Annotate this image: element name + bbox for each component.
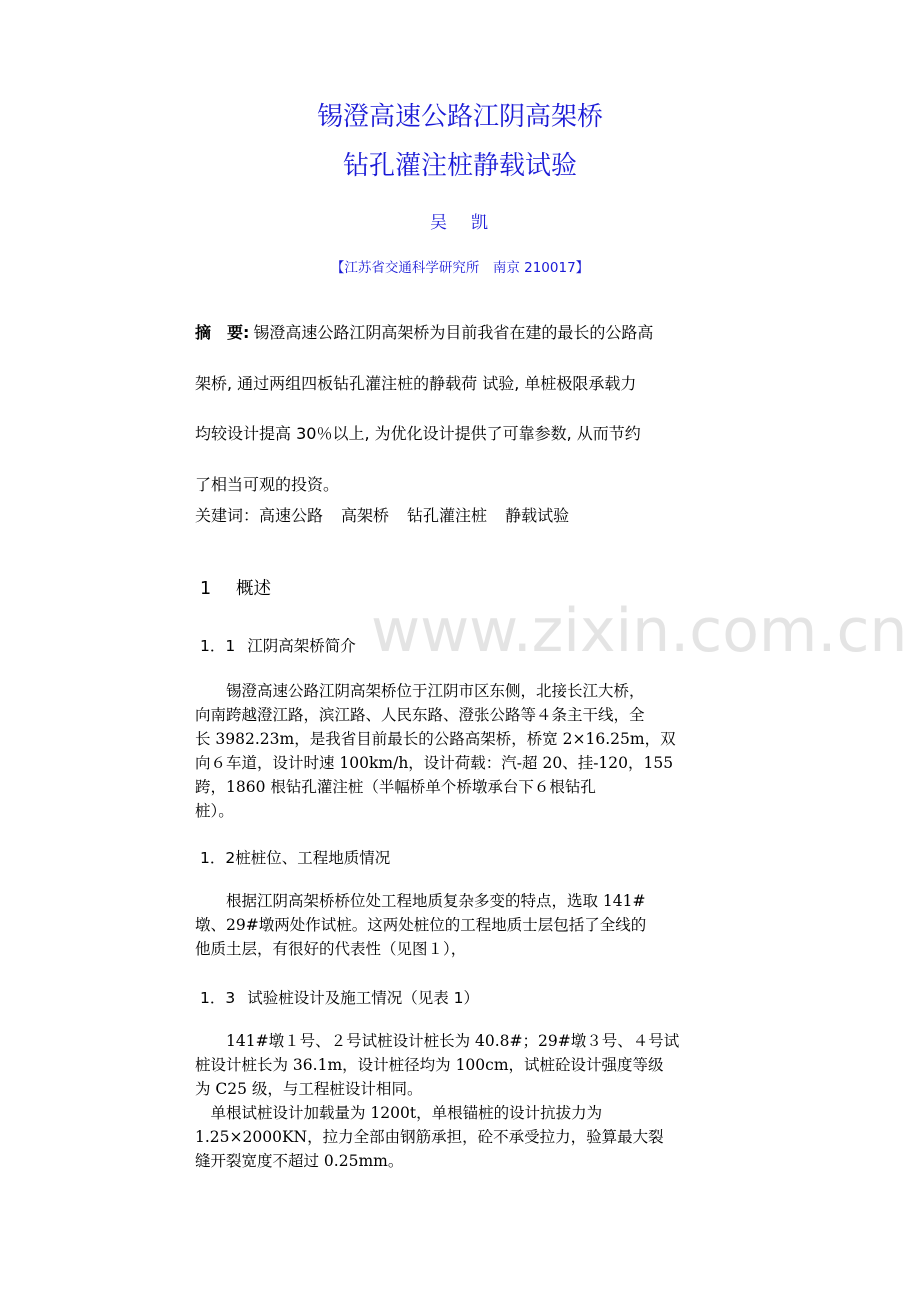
section-number: 1．2 xyxy=(200,849,236,867)
paragraph-line: 锡澄高速公路江阴高架桥位于江阴市区东侧，北接长江大桥， xyxy=(226,682,645,700)
paragraph-line: 缝开裂宽度不超过 0.25mm。 xyxy=(195,1152,404,1170)
paragraph-line: 向南跨越澄江路，滨江路、人民东路、澄张公路等４条主干线，全 xyxy=(195,706,645,724)
keyword: 钻孔灌注桩 xyxy=(407,506,488,525)
title-line-2: 钻孔灌注桩静载试验 xyxy=(342,151,577,181)
paragraph-line: 桩设计桩长为 36.1m，设计桩径均为 100cm，试桩砼设计强度等级 xyxy=(195,1056,664,1074)
paragraph-line: 141#墩１号、２号试桩设计桩长为 40.8#；29#墩３号、４号试 xyxy=(226,1032,680,1050)
section-number: 1．1 xyxy=(200,637,236,655)
paragraph-line: 墩、29#墩两处作试桩。这两处桩位的工程地质士层包括了全线的 xyxy=(195,916,647,934)
paragraph-1-1 xyxy=(195,679,730,823)
abstract-line: 锡澄高速公路江阴高架桥为目前我省在建的最长的公路高 xyxy=(253,323,654,342)
watermark: www.zixin.com.cn xyxy=(371,596,908,666)
section-heading-1-2 xyxy=(200,846,390,868)
paragraph-line: 他质土层，有很好的代表性（见图１）， xyxy=(195,940,467,958)
paragraph-line: 1.25×2000KN，拉力全部由钢筋承担，砼不承受拉力，验算最大裂 xyxy=(195,1128,664,1146)
section-number: 1 xyxy=(200,579,212,599)
paragraph-line: 跨，1860 根钻孔灌注桩（半幅桥单个桥墩承台下６根钻孔 xyxy=(195,778,596,796)
paragraph-line: 向６车道，设计时速 100km/h，设计荷载：汽-超 20、挂-120，155 xyxy=(195,754,674,772)
paragraph-line: 桩）。 xyxy=(195,802,234,820)
paragraph-1-3a xyxy=(195,1029,730,1101)
section-heading-1-3 xyxy=(200,986,479,1008)
keyword: 高速公路 xyxy=(259,506,324,525)
section-number: 1．3 xyxy=(200,989,236,1007)
paragraph-1-3b xyxy=(195,1101,730,1173)
keywords-label: 关建词： xyxy=(195,506,260,525)
paragraph-1-2 xyxy=(195,889,730,961)
paragraph-line: 为 C25 级，与工程桩设计相同。 xyxy=(195,1080,423,1098)
abstract-line: 架桥, 通过两组四板钻孔灌注桩的静载荷 试验, 单桩极限承载力 xyxy=(195,373,637,393)
author-given: 吴 xyxy=(430,213,449,233)
section-heading-1 xyxy=(200,575,271,600)
abstract-line: 了相当可观的投资。 xyxy=(195,474,340,494)
paragraph-line: 根据江阴高架桥桥位处工程地质复杂多变的特点，选取 141# xyxy=(226,892,646,910)
paragraph-line: 长 3982.23m，是我省目前最长的公路高架桥，桥宽 2×16.25m，双 xyxy=(195,730,676,748)
section-heading-1-1 xyxy=(200,634,356,656)
affiliation: 【江苏省交通科学研究所 南京 210017】 xyxy=(330,260,590,276)
section-title: 试验桩设计及施工情况（见表 1） xyxy=(247,989,480,1007)
section-title: 概述 xyxy=(236,579,271,599)
keywords xyxy=(195,503,587,526)
abstract-line: 均较设计提高 30％以上, 为优化设计提供了可靠参数, 从而节约 xyxy=(195,424,641,443)
abstract xyxy=(195,308,730,510)
section-title: 桩桩位、工程地质情况 xyxy=(235,849,391,867)
author-family: 凯 xyxy=(471,213,490,233)
section-title: 江阴高架桥简介 xyxy=(247,637,356,655)
paragraph-line: 单根试桩设计加载量为 1200t，单根锚桩的设计抗拔力为 xyxy=(210,1104,603,1122)
keyword: 静载试验 xyxy=(505,506,570,525)
abstract-label: 摘 要: xyxy=(195,323,250,342)
keyword: 高架桥 xyxy=(341,506,390,525)
author xyxy=(0,208,920,233)
title-line-1: 锡澄高速公路江阴高架桥 xyxy=(316,102,603,132)
